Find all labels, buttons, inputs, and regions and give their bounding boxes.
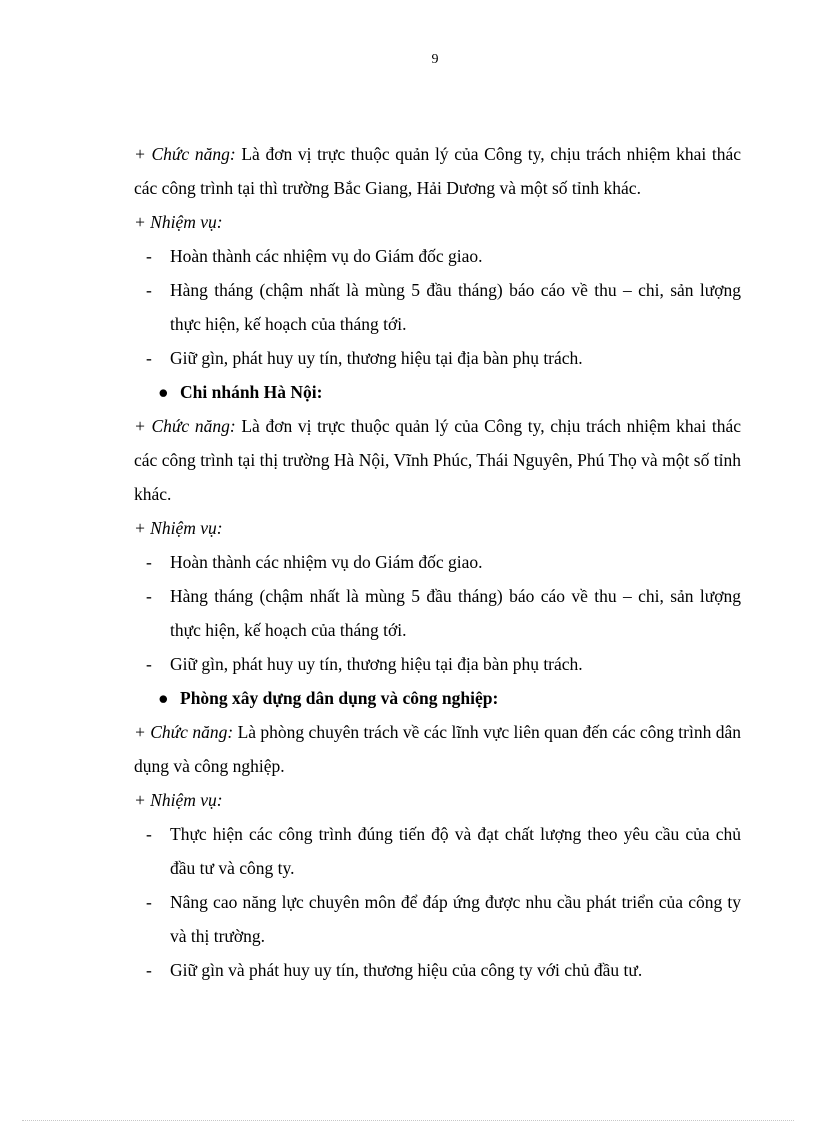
dash-marker: - (146, 246, 152, 266)
list-item (134, 273, 741, 341)
duty-label: + Nhiệm vụ: (134, 790, 223, 810)
dash-marker: - (146, 654, 152, 674)
document-body (134, 137, 741, 987)
function-text: Là phòng chuyên trách về các lĩnh vực liên quan đến các công trình dân dụng và công nghiệp. (134, 722, 741, 776)
list-item (134, 341, 741, 375)
list-item-text: Giữ gìn, phát huy uy tín, thương hiệu tại địa bàn phụ trách. (170, 654, 583, 674)
page-bottom-divider (22, 1120, 794, 1121)
list-item-text: Hàng tháng (chậm nhất là mùng 5 đầu tháng) báo cáo về thu – chi, sản lượng thực hiện, kế hoạch của tháng tới. (170, 280, 741, 334)
function-label: + Chức năng: (134, 722, 234, 742)
function-text: Là đơn vị trực thuộc quản lý của Công ty, chịu trách nhiệm khai thác các công trình tại thì trường Bắc Giang, Hải Dương và một số tỉnh khác. (134, 144, 741, 198)
bullet-icon: ● (158, 382, 169, 402)
dash-marker: - (146, 960, 152, 980)
list-item-text: Giữ gìn, phát huy uy tín, thương hiệu tại địa bàn phụ trách. (170, 348, 583, 368)
list-item-text: Nâng cao năng lực chuyên môn để đáp ứng được nhu cầu phát triển của công ty và thị trường. (170, 892, 741, 946)
section-heading (134, 681, 741, 715)
function-paragraph (134, 137, 741, 205)
function-paragraph (134, 409, 741, 511)
function-label: + Chức năng: (134, 416, 236, 436)
list-item-text: Thực hiện các công trình đúng tiến độ và đạt chất lượng theo yêu cầu của chủ đầu tư và công ty. (170, 824, 741, 878)
page-number: 9 (431, 52, 439, 67)
list-item (134, 579, 741, 647)
dash-marker: - (146, 552, 152, 572)
function-label: + Chức năng: (134, 144, 236, 164)
section-heading-text: Phòng xây dựng dân dụng và công nghiệp: (180, 688, 499, 708)
list-item (134, 953, 741, 987)
dash-marker: - (146, 586, 152, 606)
section-heading-text: Chi nhánh Hà Nội: (180, 382, 323, 402)
list-item-text: Hoàn thành các nhiệm vụ do Giám đốc giao. (170, 552, 483, 572)
section-heading (134, 375, 741, 409)
duty-label: + Nhiệm vụ: (134, 518, 223, 538)
list-item-text: Hoàn thành các nhiệm vụ do Giám đốc giao. (170, 246, 483, 266)
dash-marker: - (146, 892, 152, 912)
list-item (134, 647, 741, 681)
list-item (134, 545, 741, 579)
list-item-text: Giữ gìn và phát huy uy tín, thương hiệu của công ty với chủ đầu tư. (170, 960, 643, 980)
list-item (134, 817, 741, 885)
list-item (134, 239, 741, 273)
list-item (134, 885, 741, 953)
duty-label: + Nhiệm vụ: (134, 212, 223, 232)
function-paragraph (134, 715, 741, 783)
dash-marker: - (146, 280, 152, 300)
function-text: Là đơn vị trực thuộc quản lý của Công ty, chịu trách nhiệm khai thác các công trình tại thị trường Hà Nội, Vĩnh Phúc, Thái Nguyên, Phú Thọ và một số tỉnh khác. (134, 416, 741, 504)
list-item-text: Hàng tháng (chậm nhất là mùng 5 đầu tháng) báo cáo về thu – chi, sản lượng thực hiện, kế hoạch của tháng tới. (170, 586, 741, 640)
bullet-icon: ● (158, 688, 169, 708)
dash-marker: - (146, 824, 152, 844)
dash-marker: - (146, 348, 152, 368)
